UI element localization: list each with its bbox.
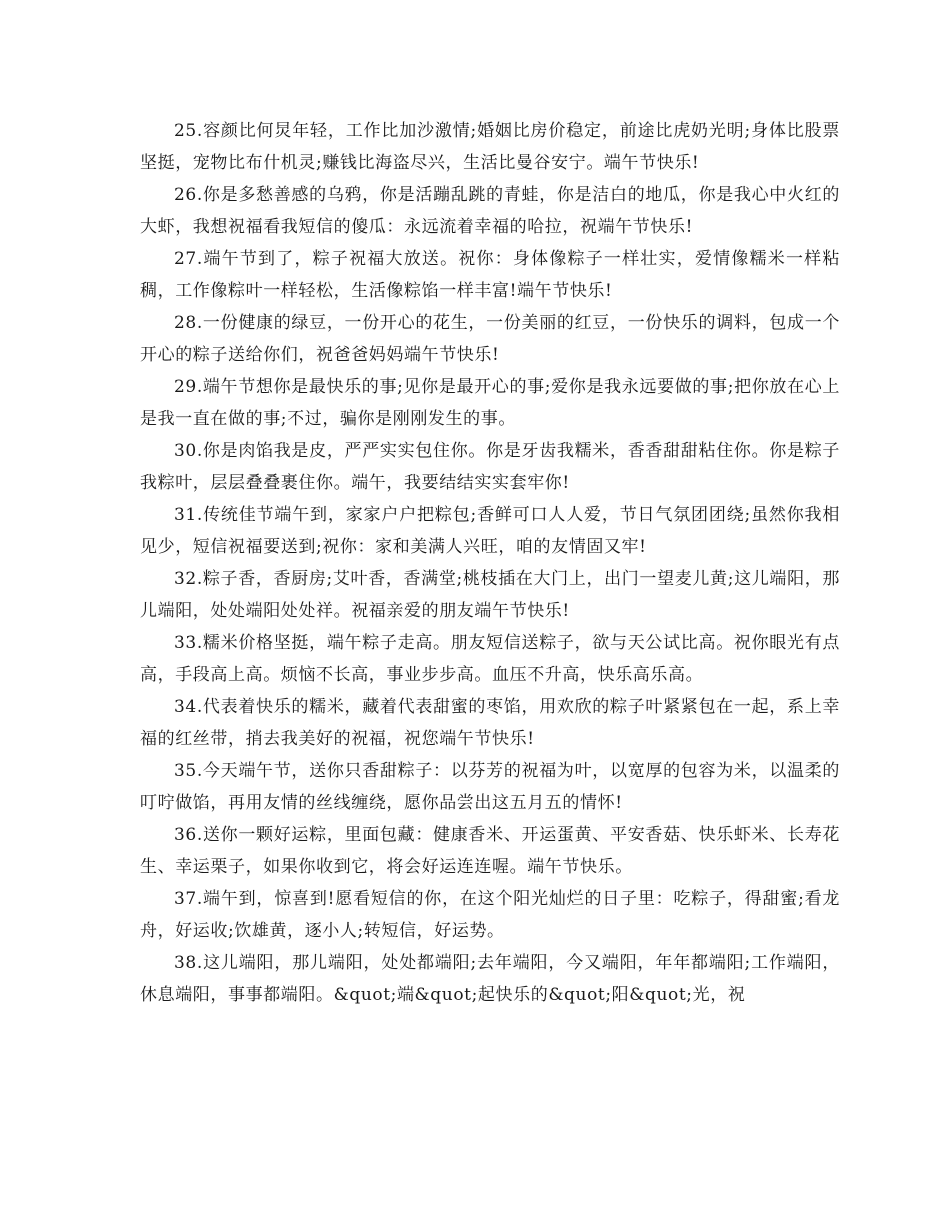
paragraph-35: 35.今天端午节，送你只香甜粽子：以芬芳的祝福为叶，以宽厚的包容为米，以温柔的叮咛做馅，再用友情的丝线缠绕，愿你品尝出这五月五的情怀! xyxy=(140,761,840,813)
paragraph-37: 37.端午到，惊喜到!愿看短信的你，在这个阳光灿烂的日子里：吃粽子，得甜蜜;看龙舟，好运收;饮雄黄，逐小人;转短信，好运势。 xyxy=(140,889,840,941)
paragraph-32: 32.粽子香，香厨房;艾叶香，香满堂;桃枝插在大门上，出门一望麦儿黄;这儿端阳，那儿端阳，处处端阳处处祥。祝福亲爱的朋友端午节快乐! xyxy=(140,569,840,621)
paragraph-25: 25.容颜比何炅年轻，工作比加沙激情;婚姻比房价稳定，前途比虎奶光明;身体比股票坚挺，宠物比布什机灵;赚钱比海盗尽兴，生活比曼谷安宁。端午节快乐! xyxy=(140,121,840,173)
paragraph-36: 36.送你一颗好运粽，里面包藏：健康香米、开运蛋黄、平安香菇、快乐虾米、长寿花生、幸运栗子，如果你收到它，将会好运连连喔。端午节快乐。 xyxy=(140,825,840,877)
paragraph-28: 28.一份健康的绿豆，一份开心的花生，一份美丽的红豆，一份快乐的调料，包成一个开心的粽子送给你们，祝爸爸妈妈端午节快乐! xyxy=(140,313,840,365)
paragraph-29: 29.端午节想你是最快乐的事;见你是最开心的事;爱你是我永远要做的事;把你放在心上是我一直在做的事;不过，骗你是刚刚发生的事。 xyxy=(140,377,840,429)
paragraph-31: 31.传统佳节端午到，家家户户把粽包;香鲜可口人人爱，节日气氛团团绕;虽然你我相见少，短信祝福要送到;祝你：家和美满人兴旺，咱的友情固又牢! xyxy=(140,505,840,557)
paragraph-27: 27.端午节到了，粽子祝福大放送。祝你：身体像粽子一样壮实，爱情像糯米一样粘稠，工作像粽叶一样轻松，生活像粽馅一样丰富!端午节快乐! xyxy=(140,249,840,301)
paragraph-38: 38.这儿端阳，那儿端阳，处处都端阳;去年端阳，今又端阳，年年都端阳;工作端阳，休息端阳，事事都端阳。&quot;端&quot;起快乐的&quot;阳&quot;光，祝 xyxy=(140,953,840,1005)
paragraph-33: 33.糯米价格坚挺，端午粽子走高。朋友短信送粽子，欲与天公试比高。祝你眼光有点高，手段高上高。烦恼不长高，事业步步高。血压不升高，快乐高乐高。 xyxy=(140,633,840,685)
paragraph-26: 26.你是多愁善感的乌鸦，你是活蹦乱跳的青蛙，你是洁白的地瓜，你是我心中火红的大虾，我想祝福看我短信的傻瓜：永远流着幸福的哈拉，祝端午节快乐! xyxy=(140,185,840,237)
paragraph-34: 34.代表着快乐的糯米，藏着代表甜蜜的枣馅，用欢欣的粽子叶紧紧包在一起，系上幸福的红丝带，捎去我美好的祝福，祝您端午节快乐! xyxy=(140,697,840,749)
paragraph-30: 30.你是肉馅我是皮，严严实实包住你。你是牙齿我糯米，香香甜甜粘住你。你是粽子我粽叶，层层叠叠裹住你。端午，我要结结实实套牢你! xyxy=(140,441,840,493)
